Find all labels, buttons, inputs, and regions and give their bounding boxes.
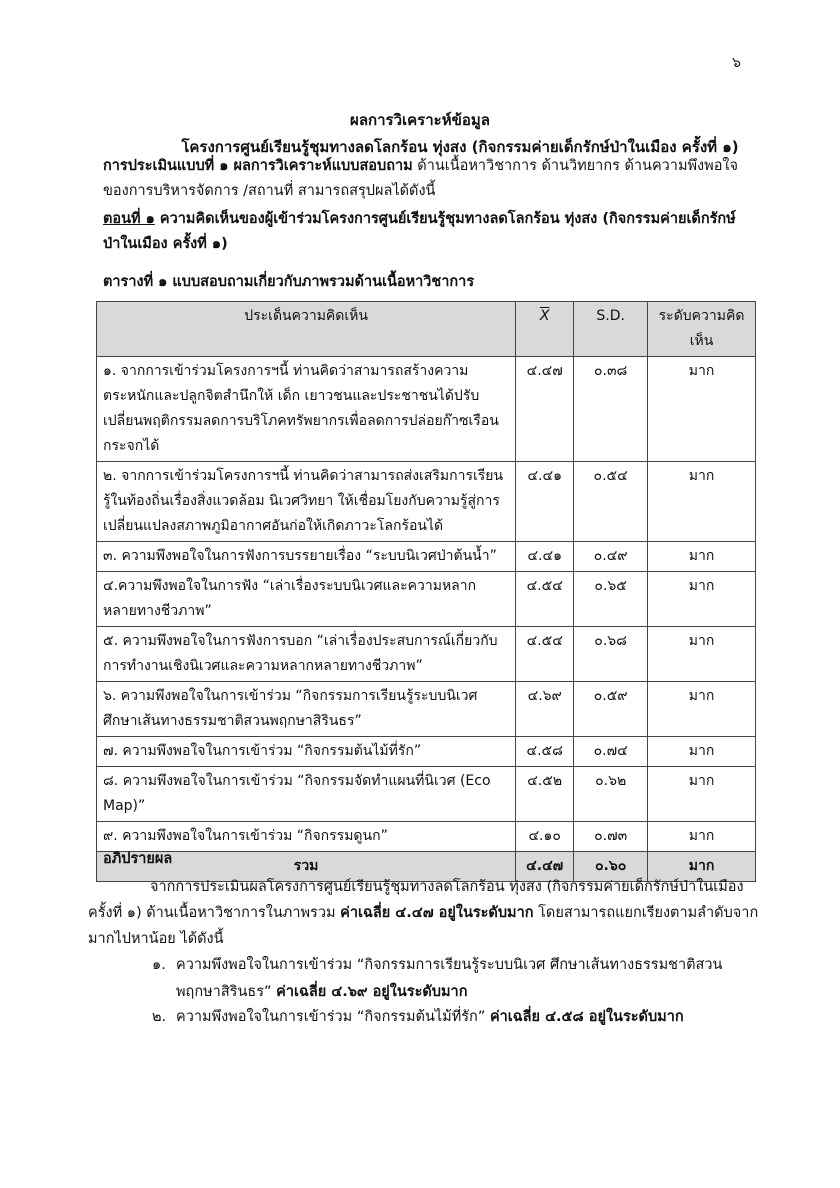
row-level: มาก: [648, 462, 756, 542]
table-title: ตารางที่ ๑ แบบสอบถามเกี่ยวกับภาพรวมด้านเนื้อหาวิชาการ: [103, 274, 475, 290]
row-level: มาก: [648, 767, 756, 822]
table-row: [97, 737, 756, 767]
assessment-text: ด้านเนื้อหาวิชาการ ด้านวิทยากร ด้านความพึงพอใจ: [412, 158, 738, 174]
row-item: ๒. จากการเข้าร่วมโครงการฯนี้ ท่านคิดว่าสามารถส่งเสริมการเรียนรู้ในท้องถิ่นเรื่องสิ่งแวดล้อม นิเวศวิทยา ให้เชื่อมโยงกับความรู้สู่การเปลี่ยนแปลงสภาพภูมิอากาศอันก่อให้เกิดภาวะโลกร้อนได้: [97, 462, 516, 542]
list-text: ความพึงพอใจในการเข้าร่วม “กิจกรรมต้นไม้ที่รัก”: [176, 1009, 490, 1025]
row-item: ๗. ความพึงพอใจในการเข้าร่วม “กิจกรรมต้นไม้ที่รัก”: [97, 737, 516, 767]
opinion-table: [96, 301, 756, 882]
list-text: ความพึงพอใจในการเข้าร่วม “กิจกรรมการเรียนรู้ระบบนิเวศ ศึกษาเส้นทางธรรมชาติสวน: [176, 957, 723, 973]
row-mean: ๔.๕๔: [516, 627, 574, 682]
list-number: ๒.: [152, 1009, 167, 1025]
row-sd: ๐.๗๓: [574, 822, 648, 852]
row-level: มาก: [648, 572, 756, 627]
row-mean: ๔.๕๘: [516, 737, 574, 767]
header-level: ระดับความคิดเห็น: [648, 302, 756, 357]
row-item: ๓. ความพึงพอใจในการฟังการบรรยายเรื่อง “ระบบนิเวศป่าต้นน้ำ”: [97, 542, 516, 572]
header-mean: $\overline{X}$: [516, 302, 574, 357]
row-mean: ๔.๔๑: [516, 462, 574, 542]
row-item: ๘. ความพึงพอใจในการเข้าร่วม “กิจกรรมจัดทำแผนที่นิเวศ (Eco Map)”: [97, 767, 516, 822]
row-sd: ๐.๔๙: [574, 542, 648, 572]
list-text-cont: พฤกษาสิรินธร”: [176, 984, 277, 1000]
table-row: [97, 682, 756, 737]
row-sd: ๐.๕๙: [574, 682, 648, 737]
assessment-heading: การประเมินแบบที่ ๑ ผลการวิเคราะห์แบบสอบถาม: [103, 158, 413, 174]
row-level: มาก: [648, 822, 756, 852]
row-sd: ๐.๓๘: [574, 357, 648, 462]
list-number: ๑.: [152, 957, 166, 973]
discussion-overall-mean: ค่าเฉลี่ย ๔.๔๗ อยู่ในระดับมาก: [340, 905, 534, 921]
part1-paragraph: [103, 207, 753, 257]
total-sd: ๐.๖๐: [574, 852, 648, 882]
row-sd: ๐.๗๔: [574, 737, 648, 767]
row-sd: ๐.๕๔: [574, 462, 648, 542]
row-sd: ๐.๖๒: [574, 767, 648, 822]
row-mean: ๔.๔๗: [516, 357, 574, 462]
row-mean: ๔.๕๔: [516, 572, 574, 627]
row-mean: ๔.๔๑: [516, 542, 574, 572]
row-item: ๑. จากการเข้าร่วมโครงการฯนี้ ท่านคิดว่าสามารถสร้างความตระหนักและปลูกจิตสำนึกให้ เด็ก เยาวชนและประชาชนได้ปรับเปลี่ยนพฤติกรรมลดการบริโภคทรัพยากรเพื่อลดการปล่อยก๊าซเรือนกระจกได้: [97, 357, 516, 462]
discussion-line3: มากไปหาน้อย ได้ดังนี้: [88, 931, 224, 947]
table-row: [97, 627, 756, 682]
document-title: ผลการวิเคราะห์ข้อมูล: [350, 111, 490, 129]
list-mean: ค่าเฉลี่ย ๔.๖๙ อยู่ในระดับมาก: [276, 984, 468, 1000]
list-item: [152, 952, 772, 1006]
table-row: [97, 462, 756, 542]
assessment-paragraph: [103, 154, 753, 204]
part1-label: ตอนที่ ๑: [103, 211, 155, 227]
row-item: ๔.ความพึงพอใจในการฟัง “เล่าเรื่องระบบนิเวศและความหลากหลายทางชีวภาพ”: [97, 572, 516, 627]
row-level: มาก: [648, 627, 756, 682]
page-number: ๖: [732, 55, 741, 71]
row-level: มาก: [648, 357, 756, 462]
header-sd: S.D.: [574, 302, 648, 357]
total-level: มาก: [648, 852, 756, 882]
discussion-line2a: ครั้งที่ ๑) ด้านเนื้อหาวิชาการในภาพรวม: [88, 905, 341, 921]
row-level: มาก: [648, 682, 756, 737]
table-row: [97, 542, 756, 572]
table-row: [97, 572, 756, 627]
row-mean: ๔.๑๐: [516, 822, 574, 852]
row-level: มาก: [648, 542, 756, 572]
discussion-paragraph: [88, 874, 760, 952]
row-mean: ๔.๖๙: [516, 682, 574, 737]
total-mean: ๔.๔๗: [516, 852, 574, 882]
part1-text-line2: ป่าในเมือง ครั้งที่ ๑): [103, 236, 228, 252]
list-item: [152, 1004, 772, 1031]
list-mean: ค่าเฉลี่ย ๔.๕๘ อยู่ในระดับมาก: [489, 1009, 684, 1025]
document-subtitle: โครงการศูนย์เรียนรู้ชุมทางลดโลกร้อน ทุ่งสง (กิจกรรมค่ายเด็กรักษ์ป่าในเมือง ครั้งที่ ๑): [181, 138, 739, 156]
discussion-heading: อภิปรายผล: [103, 851, 173, 867]
discussion-line1: จากการประเมินผลโครงการศูนย์เรียนรู้ชุมทางลดโลกร้อน ทุ่งสง (กิจกรรมค่ายเด็กรักษ์ป่าในเมือง: [150, 879, 744, 895]
row-item: ๕. ความพึงพอใจในการฟังการบอก “เล่าเรื่องประสบการณ์เกี่ยวกับการทำงานเชิงนิเวศและความหลากหลายทางชีวภาพ”: [97, 627, 516, 682]
row-sd: ๐.๖๕: [574, 572, 648, 627]
row-mean: ๔.๕๒: [516, 767, 574, 822]
table-row: [97, 767, 756, 822]
row-item: ๖. ความพึงพอใจในการเข้าร่วม “กิจกรรมการเรียนรู้ระบบนิเวศศึกษาเส้นทางธรรมชาติสวนพฤกษาสิรินธร”: [97, 682, 516, 737]
header-topic: ประเด็นความคิดเห็น: [97, 302, 516, 357]
row-level: มาก: [648, 737, 756, 767]
total-label: รวม: [97, 852, 516, 882]
assessment-text-line2: ของการบริหารจัดการ /สถานที่ สามารถสรุปผลได้ดังนี้: [103, 183, 436, 199]
table-header-row: [97, 302, 756, 357]
discussion-line2c: โดยสามารถแยกเรียงตามลำดับจาก: [533, 905, 759, 921]
table-row: [97, 357, 756, 462]
part1-text: ความคิดเห็นของผู้เข้าร่วมโครงการศูนย์เรียนรู้ชุมทางลดโลกร้อน ทุ่งสง (กิจกรรมค่ายเด็กรักษ์: [154, 211, 736, 227]
row-item: ๙. ความพึงพอใจในการเข้าร่วม “กิจกรรมดูนก”: [97, 822, 516, 852]
row-sd: ๐.๖๘: [574, 627, 648, 682]
